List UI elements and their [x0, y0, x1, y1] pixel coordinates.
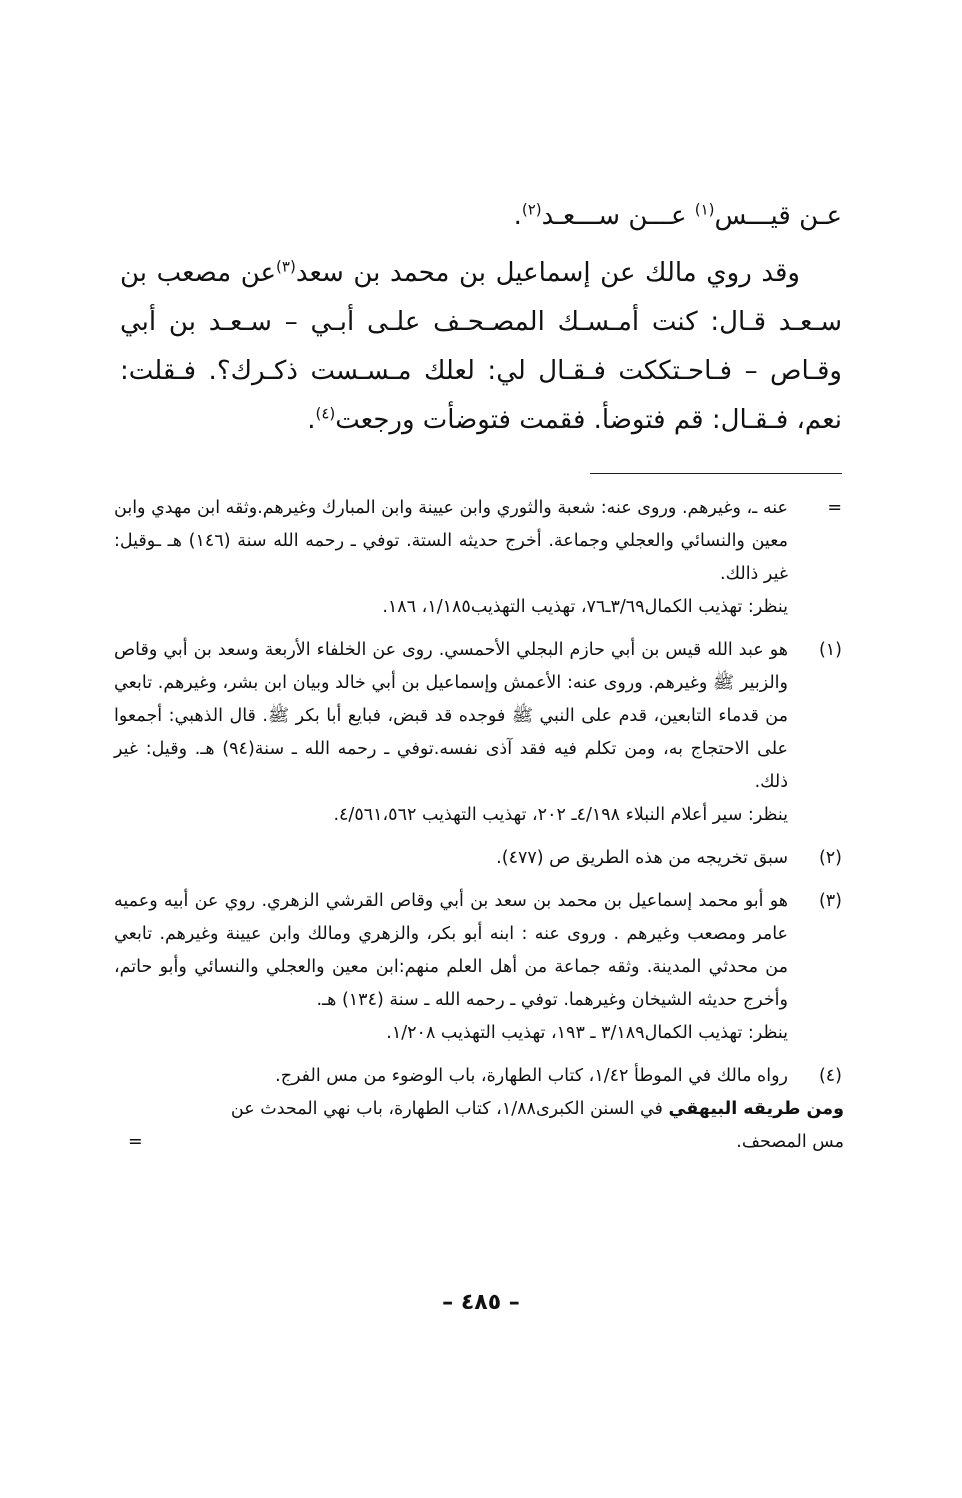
footnote-text: سبق تخريجه من هذه الطريق ص (٤٧٧). [496, 848, 788, 868]
footnote-ref-1: (١) [694, 200, 715, 219]
footnote-4-continuation-text-a: في السنن الكبرى١/٨٨، كتاب الطهارة، باب نهي المحدث عن [230, 1099, 669, 1119]
footnote-4 [114, 1060, 844, 1093]
main-line-1-part-c: . [513, 201, 522, 231]
main-text [120, 192, 842, 445]
footnote-bold-phrase: ومن طريقه البيهقي [668, 1099, 844, 1119]
footnote-text: رواه مالك في الموطأ ١/٤٢، كتاب الطهارة، باب الوضوء من مس الفرج. [275, 1066, 788, 1086]
footnote-text: هو أبو محمد إسماعيل بن محمد بن سعد بن أبي وقاص القرشي الزهري. روي عن أبيه وعميه عامر ومصعب وغيرهم . وروى عنه : ابنه أبو بكر، والزهري ومالك وابن عيينة وغيرهم. تابعي من محدثي المدينة. وثقه جماعة من أهل العلم منهم:ابن معين والعجلي والنسائي وأبو حاتم، وأخرج حديثه الشيخان وغيرهما. توفي ـ رحمه الله ـ سنة (١٣٤) هـ. [114, 891, 788, 1010]
main-line-1-part-b: عـــن ســـعـد [541, 201, 695, 231]
footnote-ref-4: (٤) [315, 404, 336, 423]
footnote-ref-2: (٢) [521, 200, 542, 219]
footnote-body [114, 885, 788, 1050]
main-line-1-part-a: عـن قيـــس [714, 201, 842, 231]
main-paragraph-part-a: وقد روي مالك عن إسماعيل بن محمد بن سعد [295, 258, 800, 288]
footnote-number: (٢) [818, 848, 842, 868]
continues-marker: = [128, 1132, 143, 1152]
footnote-number: (٤) [818, 1066, 842, 1086]
footnote-body [114, 492, 788, 624]
footnote-body [114, 1060, 788, 1093]
main-line-1 [120, 192, 842, 241]
footnote-2 [114, 842, 844, 875]
footnote-number: (٣) [818, 891, 842, 911]
footnote-reference: ينظر: تهذيب الكمال٣/١٨٩ ـ ١٩٣، تهذيب التهذيب ١/٢٠٨. [386, 1023, 788, 1043]
main-paragraph-part-b: عن مصعب بن سـعـد قـال: كنت أمـسـك المصـحـف علـى أبـي – سـعـد بن أبي وقـاص – فـاحـتككت فـقـال لي: لعلك مـسـست ذكـرك؟. فـقلت: نعم، فـقـال: قم فتوضأ. فقمت فتوضأت ورجعت [120, 258, 842, 435]
footnote-4-continuation-text-b: مس المصحف. [736, 1132, 844, 1152]
footnotes [114, 492, 844, 1159]
footnote-text: هو عبد الله قيس بن أبي حازم البجلي الأحمسي. روى عن الخلفاء الأربعة وسعد بن أبي وقاص والزبير ﷺ وغيرهم. وروى عنه: الأعمش وإسماعيل بن أبي خالد وبيان ابن بشر، وغيرهم. تابعي من قدماء التابعين، قدم على النبي ﷺ فوجده قد قبض، فبايع أبا بكر ﷺ. قال الذهبي: أجمعوا على الاحتجاج به، ومن تكلم فيه فقد آذى نفسه.توفي ـ رحمه الله ـ سنة(٩٤) هـ. وقيل: غير ذلك. [114, 640, 789, 792]
footnote-number: (١) [818, 640, 842, 660]
footnote-text: عنه ـ، وغيرهم. وروى عنه: شعبة والثوري وابن عيينة وابن المبارك وغيرهم.وثقه ابن مهدي وابن معين والنسائي والعجلي وجماعة. أخرج حديثه الستة. توفي ـ رحمه الله سنة (١٤٦) هـ ـوقيل: غير ذالك. [114, 498, 788, 584]
footnote-1 [114, 634, 844, 832]
footnote-ref-3: (٣) [276, 257, 296, 276]
footnote-4-continuation [114, 1093, 844, 1159]
footnote-continued [114, 492, 844, 624]
footnote-body [114, 634, 788, 832]
footnote-reference: ينظر: تهذيب الكمال٣/٦٩ـ٧٦، تهذيب التهذيب١/١٨٥، ١٨٦. [382, 597, 788, 617]
footnote-body [114, 842, 788, 875]
footnote-4-last-line [114, 1126, 844, 1159]
footnote-divider [590, 473, 842, 474]
footnote-reference: ينظر: سير أعلام النبلاء ٤/١٩٨ـ ٢٠٢، تهذيب التهذيب ٤/٥٦١،٥٦٢. [333, 805, 788, 825]
page-number: – ٤٨٥ – [442, 1290, 520, 1315]
continuation-marker: = [827, 498, 842, 518]
main-paragraph-part-c: . [307, 405, 316, 435]
footnote-3 [114, 885, 844, 1050]
footnote-4-continuation-line [114, 1093, 844, 1126]
main-paragraph [120, 249, 842, 445]
